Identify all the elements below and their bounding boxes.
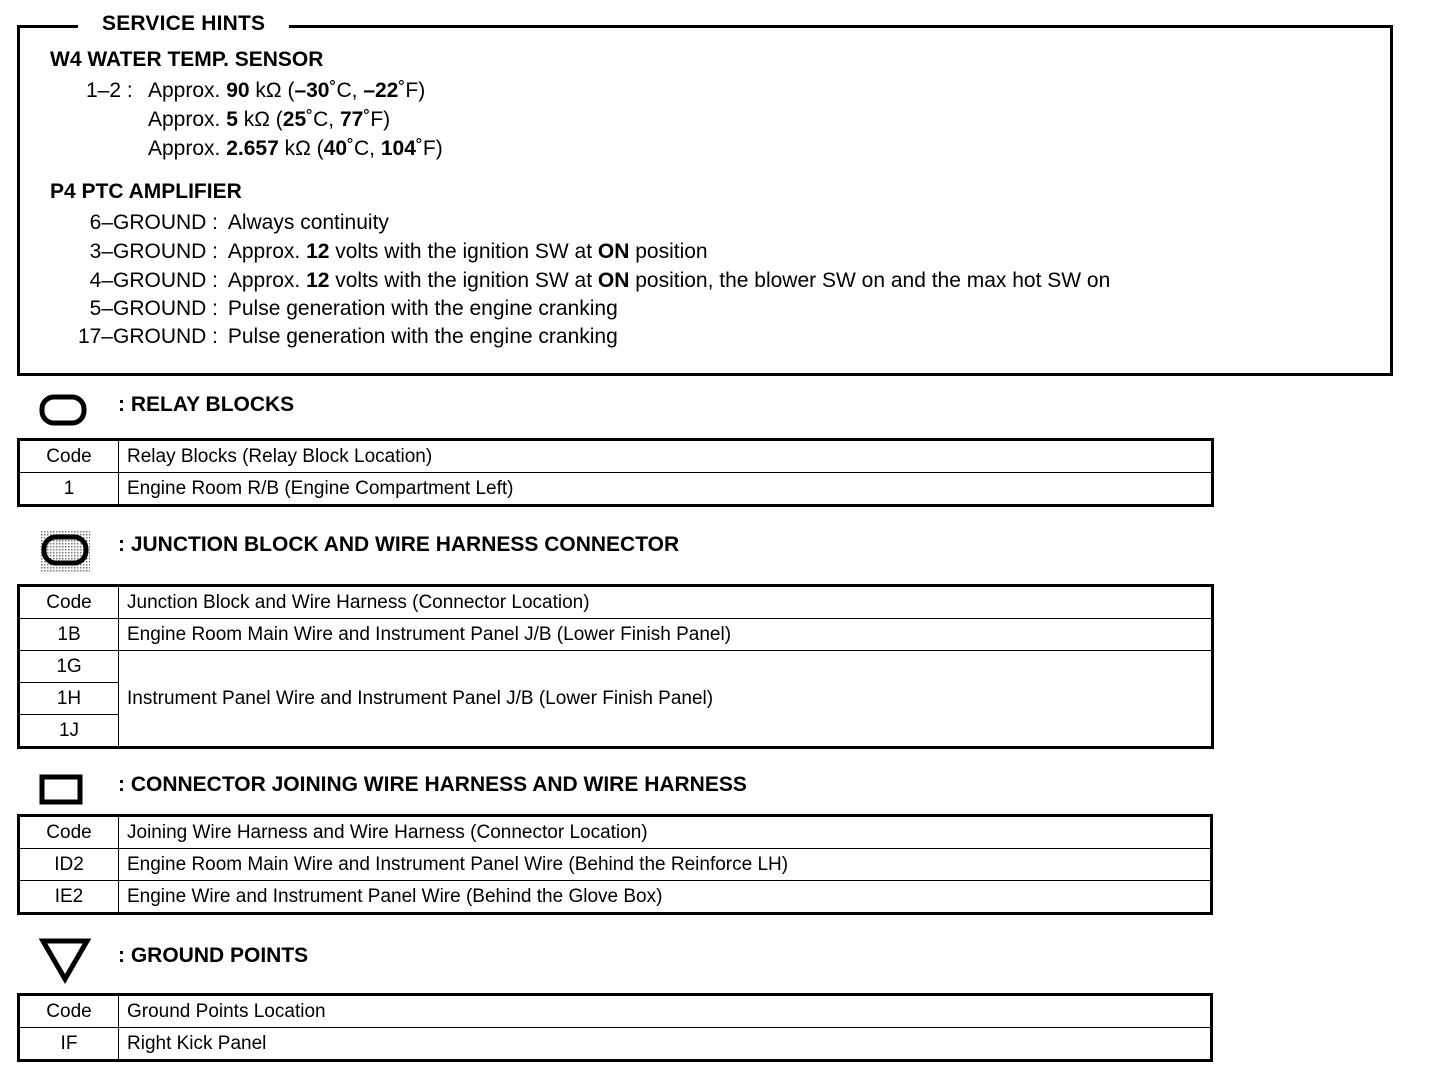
ground-points-title: : GROUND POINTS [118, 944, 309, 967]
table-header-row [19, 995, 1212, 1028]
connectors-table [17, 814, 1213, 915]
w4-label: 1–2 : [86, 79, 133, 102]
relay-blocks-title: : RELAY BLOCKS [118, 393, 295, 416]
p4-row: 5–GROUND : Pulse generation with the engine cranking [89, 297, 618, 320]
location-header: Relay Blocks (Relay Block Location) [119, 440, 1213, 473]
code-cell: 1 [19, 473, 119, 506]
down-triangle-icon [38, 936, 92, 984]
location-header: Joining Wire Harness and Wire Harness (Connector Location) [119, 816, 1212, 849]
location-header: Ground Points Location [119, 995, 1212, 1028]
p4-row: 4–GROUND : Approx. 12 volts with the ignition SW at ON position, the blower SW on and the max hot SW on [89, 269, 1111, 292]
junction-blocks-table [17, 584, 1214, 749]
location-header: Junction Block and Wire Harness (Connector Location) [119, 586, 1213, 619]
rounded-rect-icon [38, 393, 88, 429]
code-cell: 1H [19, 683, 119, 715]
code-cell: 1J [19, 715, 119, 748]
relay-blocks-table [17, 438, 1214, 507]
table-row [19, 651, 1213, 683]
service-hints-title: SERVICE HINTS [78, 12, 289, 36]
table-row [19, 849, 1212, 881]
table-row [19, 619, 1213, 651]
w4-heading: W4 WATER TEMP. SENSOR [50, 48, 324, 71]
location-cell: Engine Room R/B (Engine Compartment Left) [119, 473, 1213, 506]
code-header: Code [19, 586, 119, 619]
code-cell: IE2 [19, 881, 119, 914]
shaded-rounded-rect-icon [38, 528, 92, 574]
table-row [19, 473, 1213, 506]
code-header: Code [19, 440, 119, 473]
p4-row: 6–GROUND : Always continuity [89, 211, 389, 234]
p4-row: 17–GROUND : Pulse generation with the engine cranking [77, 325, 618, 348]
code-header: Code [19, 995, 119, 1028]
ground-points-table [17, 993, 1213, 1062]
w4-line-2: Approx. 5 kΩ (25˚C, 77˚F) [148, 108, 391, 131]
table-header-row [19, 816, 1212, 849]
code-header: Code [19, 816, 119, 849]
table-header-row [19, 586, 1213, 619]
table-row [19, 1028, 1212, 1061]
location-cell: Engine Room Main Wire and Instrument Panel Wire (Behind the Reinforce LH) [119, 849, 1212, 881]
p4-row: 3–GROUND : Approx. 12 volts with the ignition SW at ON position [89, 240, 708, 263]
location-cell: Right Kick Panel [119, 1028, 1212, 1061]
junction-blocks-title: : JUNCTION BLOCK AND WIRE HARNESS CONNECTOR [118, 533, 680, 556]
code-cell: 1G [19, 651, 119, 683]
code-cell: IF [19, 1028, 119, 1061]
table-header-row [19, 440, 1213, 473]
location-cell: Engine Room Main Wire and Instrument Panel J/B (Lower Finish Panel) [119, 619, 1213, 651]
table-row [19, 881, 1212, 914]
square-icon [38, 773, 86, 807]
p4-heading: P4 PTC AMPLIFIER [50, 180, 242, 203]
location-cell: Engine Wire and Instrument Panel Wire (Behind the Glove Box) [119, 881, 1212, 914]
w4-line-1: Approx. 90 kΩ (–30˚C, –22˚F) [148, 79, 426, 102]
connectors-title: : CONNECTOR JOINING WIRE HARNESS AND WIRE HARNESS [118, 773, 747, 796]
code-cell: ID2 [19, 849, 119, 881]
location-cell: Instrument Panel Wire and Instrument Panel J/B (Lower Finish Panel) [119, 651, 1213, 748]
code-cell: 1B [19, 619, 119, 651]
w4-line-3: Approx. 2.657 kΩ (40˚C, 104˚F) [148, 137, 443, 160]
